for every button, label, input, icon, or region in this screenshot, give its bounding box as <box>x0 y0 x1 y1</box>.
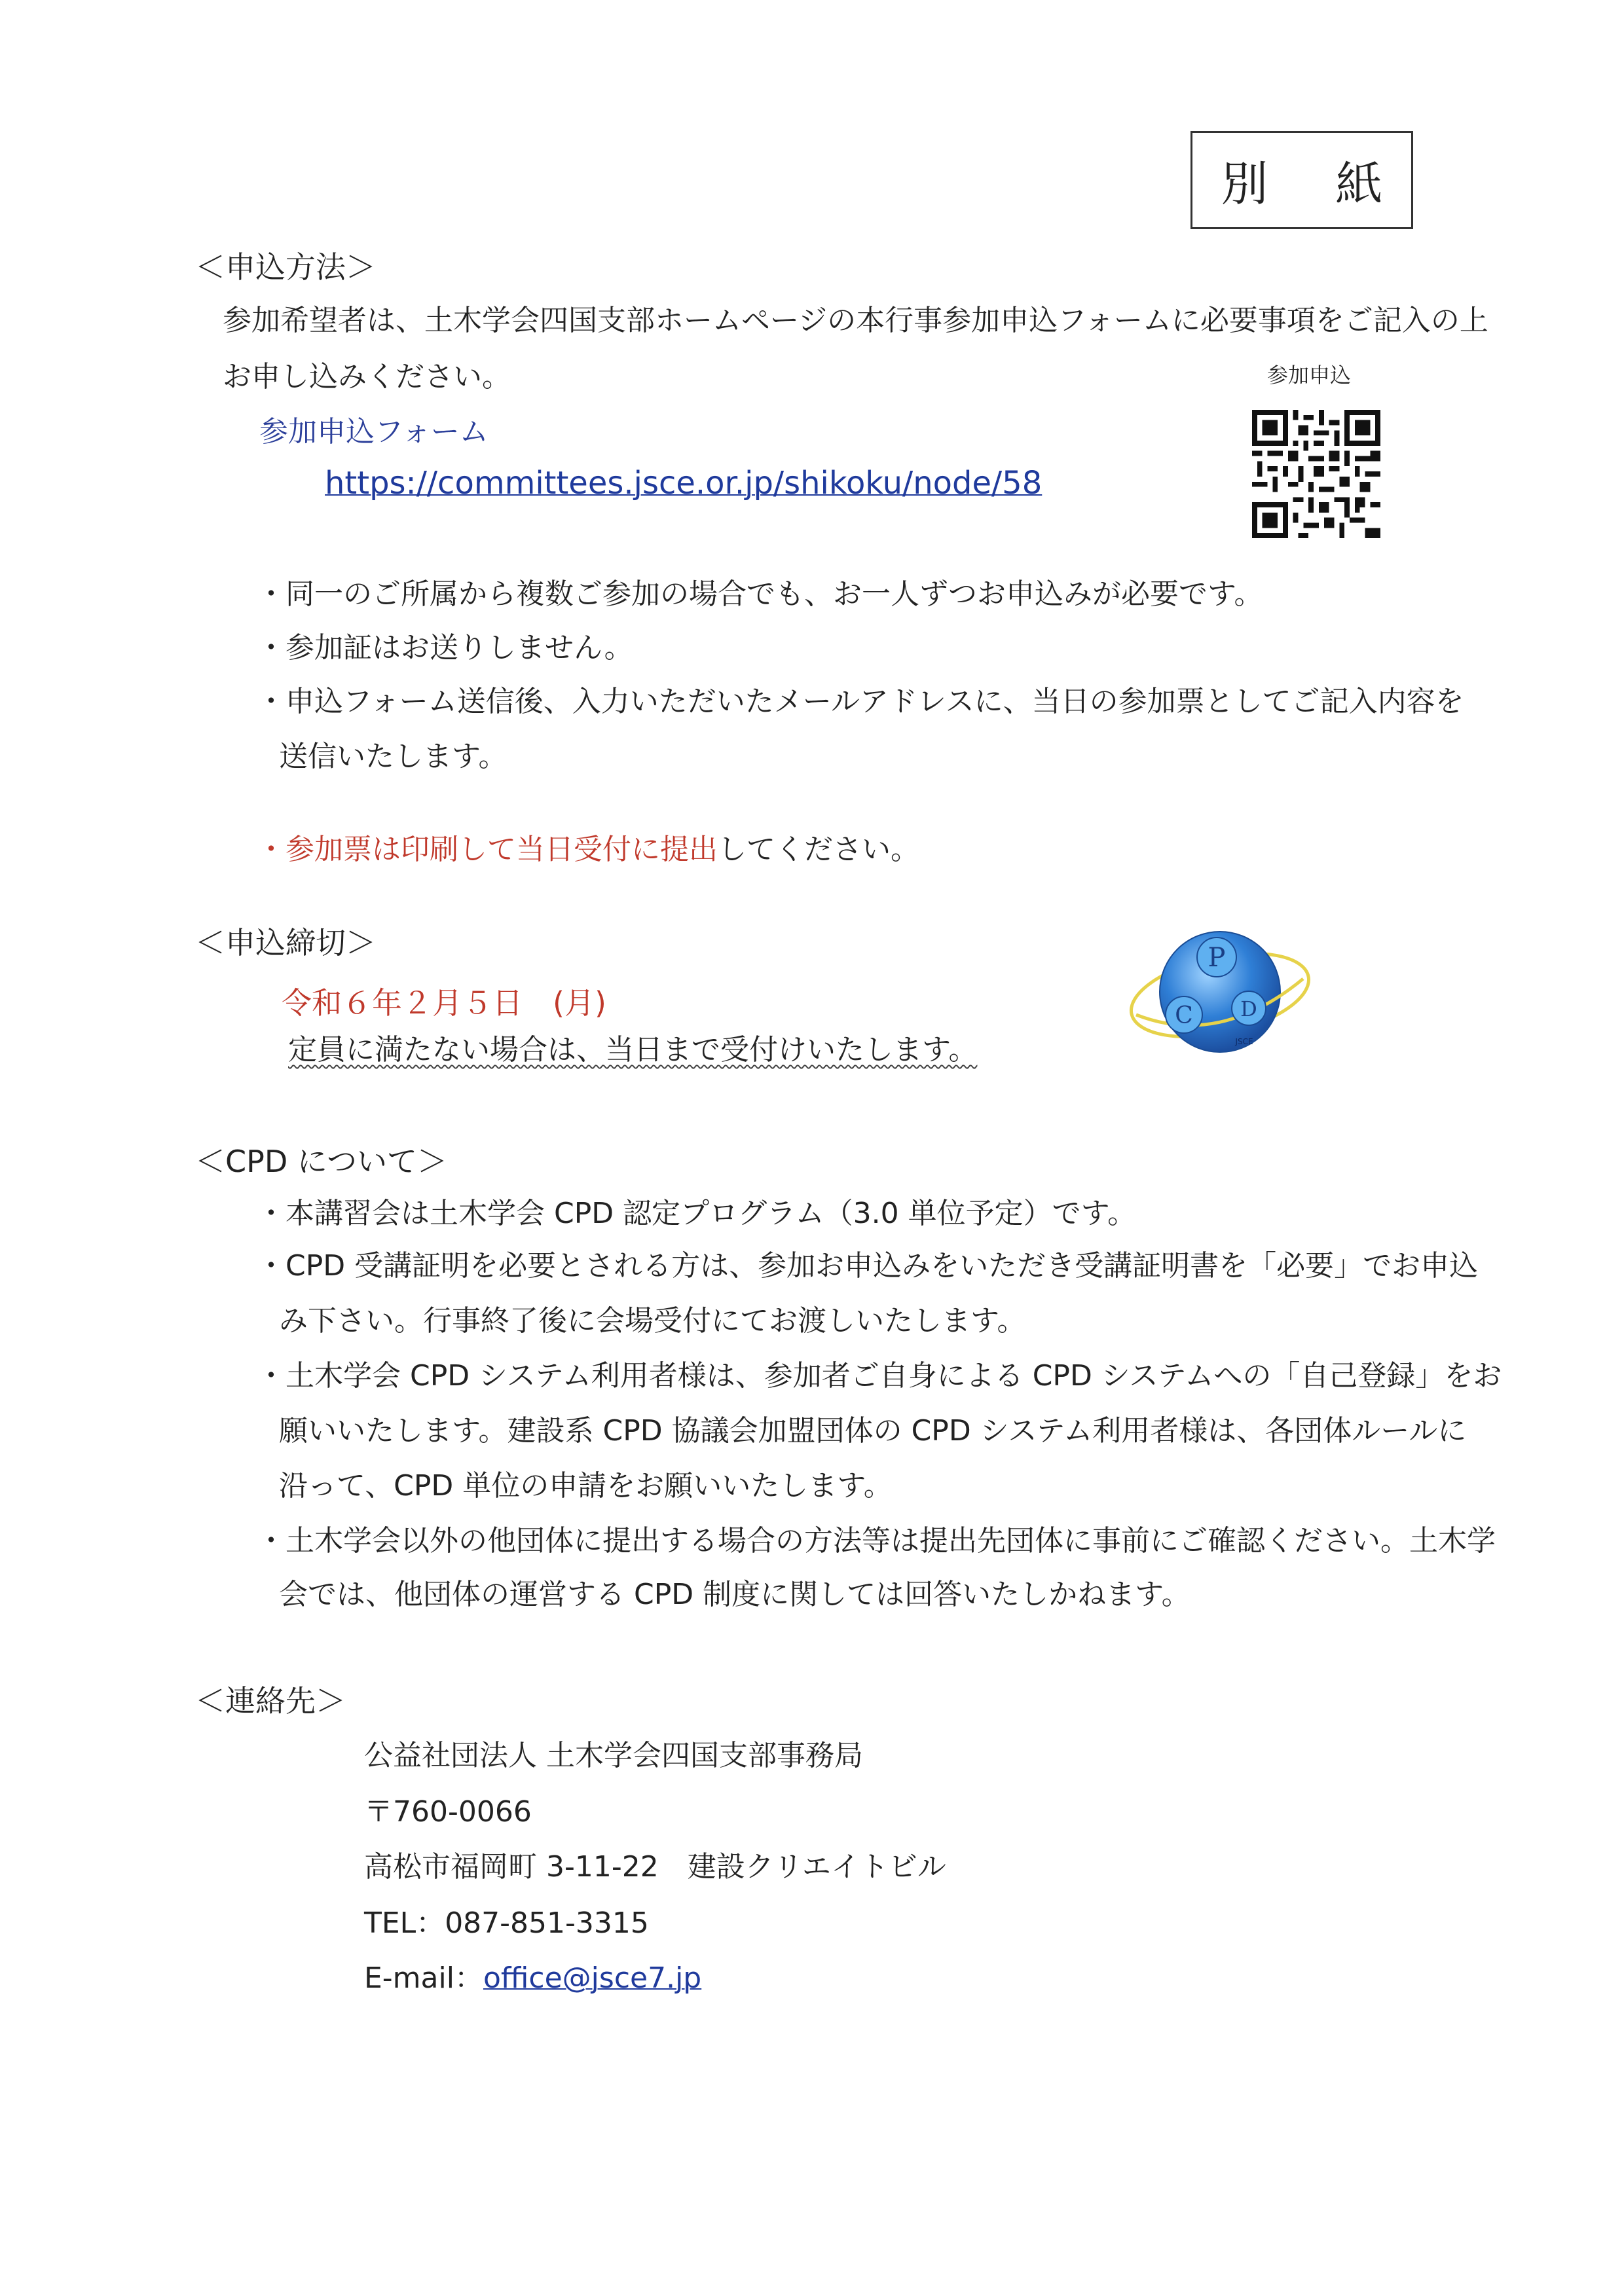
application-intro-line2: お申し込みください。 <box>223 360 511 393</box>
cpd-line-self-register-cont2: 沿って、CPD 単位の申請をお願いいたします。 <box>279 1469 893 1503</box>
contact-email-link[interactable]: office@jsce7.jp <box>483 1961 702 1995</box>
notice-print-ticket <box>257 831 919 867</box>
deadline-note: 定員に満たない場合は、当日まで受付けいたします。 <box>288 1033 978 1066</box>
notice-rest-text: してください。 <box>718 833 919 866</box>
cpd-line-self-register: ・土木学会 CPD システム利用者様は、参加者ご自身による CPD システムへの「自己登録」をお <box>257 1359 1502 1393</box>
cpd-logo-icon <box>1123 917 1313 1067</box>
contact-organization: 公益社団法人 土木学会四国支部事務局 <box>364 1739 863 1772</box>
form-url-link[interactable]: https://committees.jsce.or.jp/shikoku/node/58 <box>325 465 1043 501</box>
contact-address: 高松市福岡町 3-11-22 建設クリエイトビル <box>364 1850 946 1884</box>
application-heading: ＜申込方法＞ <box>195 249 376 285</box>
sheet-label: 別 紙 <box>1190 131 1413 229</box>
notice-bullet: ・ <box>257 833 286 866</box>
deadline-heading: ＜申込締切＞ <box>195 925 376 960</box>
bullet-individual-application: ・同一のご所属から複数ご参加の場合でも、お一人ずつお申込みが必要です。 <box>257 577 1263 611</box>
contact-postal-code: 〒760-0066 <box>364 1795 532 1829</box>
contact-email-label: E-mail： <box>364 1961 483 1995</box>
application-intro-line1: 参加希望者は、土木学会四国支部ホームページの本行事参加申込フォームに必要事項をご記入の上 <box>223 304 1488 337</box>
bullet-email-confirmation: ・申込フォーム送信後、入力いただいたメールアドレスに、当日の参加票としてご記入内容を <box>257 685 1464 718</box>
notice-red-text: 参加票は印刷して当日受付に提出 <box>286 833 718 866</box>
cpd-line-self-register-cont1: 願いいたします。建設系 CPD 協議会加盟団体の CPD システム利用者様は、各団体ルールに <box>279 1414 1467 1448</box>
logo-letter-p: P <box>1208 943 1226 973</box>
logo-letter-d: D <box>1240 996 1257 1021</box>
bullet-no-certificate: ・参加証はお送りしません。 <box>257 631 633 665</box>
form-label: 参加申込フォーム <box>259 415 489 448</box>
logo-mark-text: JSCE <box>1235 1037 1253 1046</box>
cpd-line-certificate: ・CPD 受講証明を必要とされる方は、参加お申込みをいただき受講証明書を「必要」でお申込 <box>257 1249 1479 1283</box>
cpd-line-program: ・本講習会は土木学会 CPD 認定プログラム（3.0 単位予定）です。 <box>257 1197 1137 1230</box>
contact-email-row <box>364 1960 701 1996</box>
logo-letter-c: C <box>1175 1002 1193 1029</box>
cpd-line-other-orgs: ・土木学会以外の他団体に提出する場合の方法等は提出先団体に事前にご確認ください。土木学 <box>257 1524 1496 1558</box>
contact-heading: ＜連絡先＞ <box>195 1683 346 1719</box>
qr-caption: 参加申込 <box>1267 363 1352 388</box>
bullet-email-confirmation-cont: 送信いたします。 <box>279 740 507 773</box>
qr-code-icon[interactable] <box>1252 410 1380 538</box>
contact-tel: TEL：087-851-3315 <box>364 1906 649 1940</box>
cpd-heading: ＜CPD について＞ <box>195 1144 447 1179</box>
cpd-line-other-orgs-cont: 会では、他団体の運営する CPD 制度に関しては回答いたしかねます。 <box>279 1578 1190 1611</box>
deadline-date: 令和６年２月５日 (月) <box>282 985 606 1021</box>
cpd-line-certificate-cont: み下さい。行事終了後に会場受付にてお渡しいたします。 <box>279 1304 1026 1338</box>
